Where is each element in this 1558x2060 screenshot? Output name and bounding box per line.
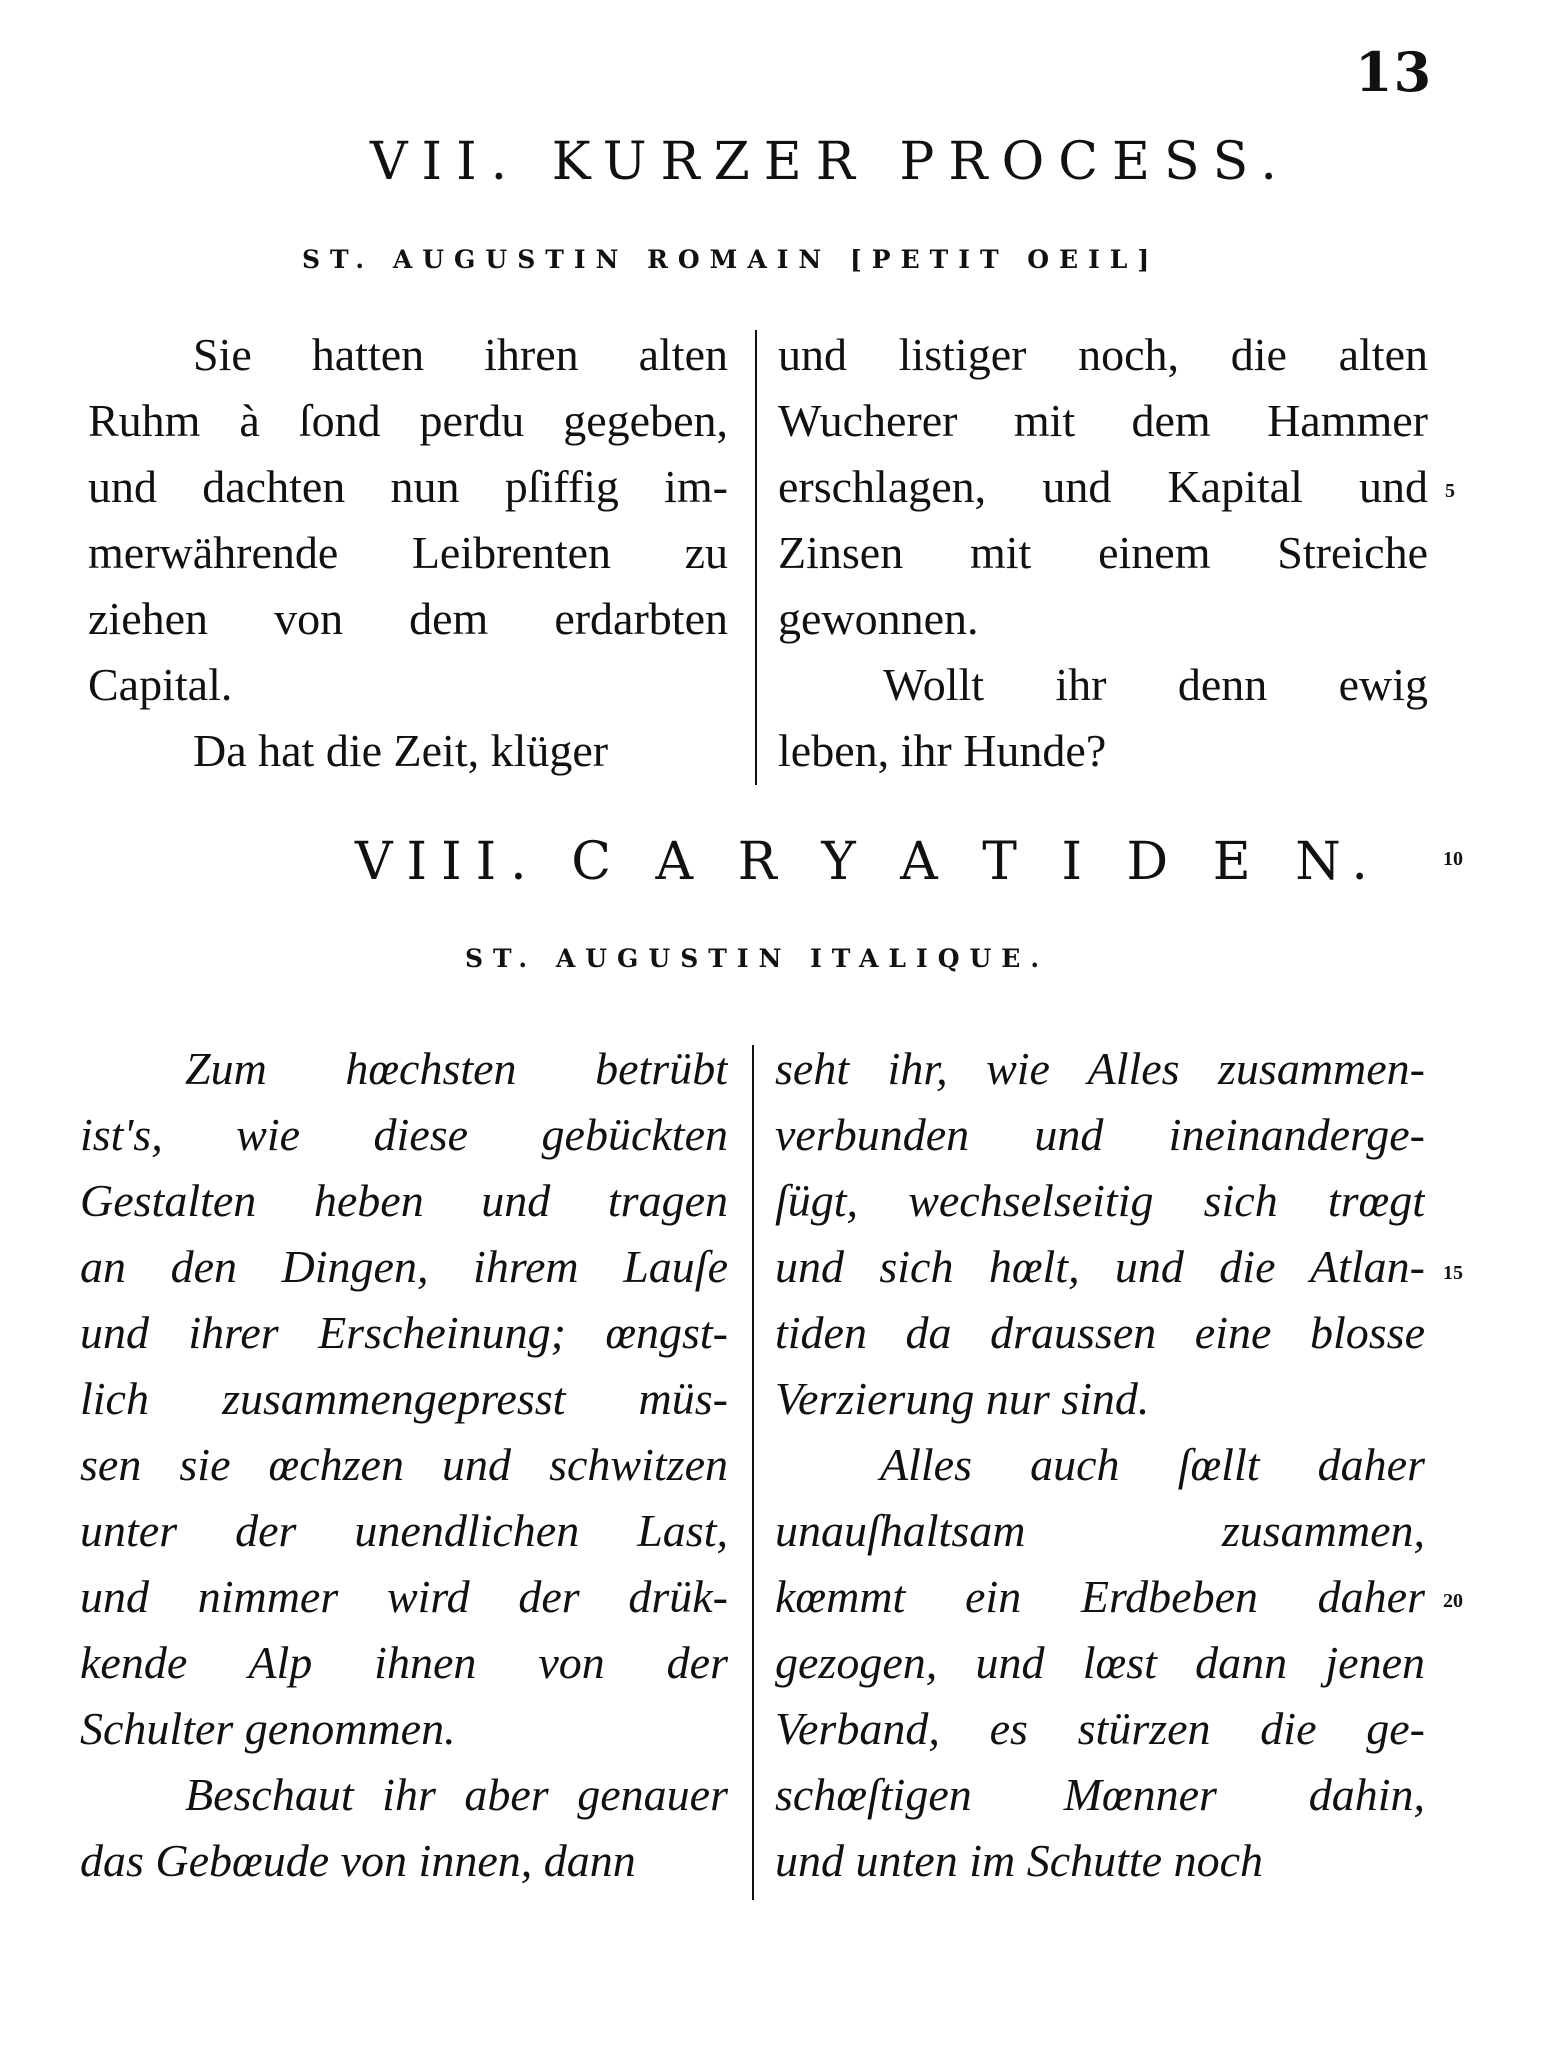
text-line: kende Alp ihnen von der xyxy=(80,1637,728,1688)
text-line: gezogen, und lœst dann jenen xyxy=(775,1637,1425,1688)
text-line: Verband, es stürzen die ge- xyxy=(775,1703,1425,1754)
column-rule xyxy=(752,1045,754,1900)
text-line: und unten im Schutte noch xyxy=(775,1835,1264,1886)
text-line: erschlagen, und Kapital und xyxy=(778,461,1428,512)
section-subtitle-viii: ST. AUGUSTIN ITALIQUE. xyxy=(465,944,1050,973)
section-viii-left-column xyxy=(80,1036,728,1894)
text-line: Beschaut ihr aber genauer xyxy=(185,1769,728,1820)
text-line: gewonnen. xyxy=(778,593,979,644)
text-line: unauſhaltsam zusammen, xyxy=(775,1505,1425,1556)
margin-line-number: 20 xyxy=(1443,1590,1463,1612)
text-line: Capital. xyxy=(88,659,233,710)
section-title-vii: VII. KURZER PROCESS. xyxy=(370,132,1291,192)
page-number: 13 xyxy=(1355,40,1433,104)
text-line: ist's, wie diese gebückten xyxy=(80,1109,728,1160)
text-line: lich zusammengepresst müs- xyxy=(80,1373,728,1424)
text-line: Zinsen mit einem Streiche xyxy=(778,527,1428,578)
text-line: sen sie œchzen und schwitzen xyxy=(80,1439,728,1490)
text-line: Da hat die Zeit, klüger xyxy=(193,725,609,776)
text-line: tiden da draussen eine blosse xyxy=(775,1307,1425,1358)
text-line: und ihrer Erscheinung; œngst- xyxy=(80,1307,728,1358)
text-line: und sich hœlt, und die Atlan- xyxy=(775,1241,1425,1292)
text-line: seht ihr, wie Alles zusammen- xyxy=(775,1043,1425,1094)
section-title-viii: VIII. C A R Y A T I D E N. xyxy=(355,832,1382,892)
text-line: ziehen von dem erdarbten xyxy=(88,593,728,644)
text-line: kœmmt ein Erdbeben daher xyxy=(775,1571,1425,1622)
text-line: Gestalten heben und tragen xyxy=(80,1175,728,1226)
text-line: Wucherer mit dem Hammer xyxy=(778,395,1428,446)
text-line: und dachten nun pſiffig im- xyxy=(88,461,728,512)
text-line: verbunden und ineinanderge- xyxy=(775,1109,1425,1160)
section-subtitle-vii: ST. AUGUSTIN ROMAIN [PETIT OEIL] xyxy=(302,245,1160,274)
text-line: Ruhm à ſond perdu gegeben, xyxy=(88,395,728,446)
text-line: merwährende Leibrenten zu xyxy=(88,527,728,578)
section-viii-right-column xyxy=(775,1036,1425,1894)
margin-line-number: 5 xyxy=(1445,480,1455,502)
text-line: schœſtigen Mœnner dahin, xyxy=(775,1769,1425,1820)
column-rule xyxy=(755,330,757,785)
margin-line-number: 15 xyxy=(1443,1262,1463,1284)
section-vii-left-column xyxy=(88,322,728,784)
text-line: Schulter genommen. xyxy=(80,1703,456,1754)
text-line: Sie hatten ihren alten xyxy=(193,329,728,380)
text-line: an den Dingen, ihrem Lauſe xyxy=(80,1241,728,1292)
text-line: und listiger noch, die alten xyxy=(778,329,1428,380)
text-line: Zum hœchsten betrübt xyxy=(185,1043,728,1094)
text-line: Alles auch ſœllt daher xyxy=(880,1439,1425,1490)
margin-line-number: 10 xyxy=(1443,848,1463,870)
text-line: leben, ihr Hunde? xyxy=(778,725,1107,776)
text-line: Wollt ihr denn ewig xyxy=(883,659,1428,710)
text-line: ſügt, wechselseitig sich trœgt xyxy=(775,1175,1425,1226)
text-line: und nimmer wird der drük- xyxy=(80,1571,728,1622)
text-line: Verzierung nur sind. xyxy=(775,1373,1150,1424)
section-vii-right-column xyxy=(778,322,1428,784)
text-line: das Gebœude von innen, dann xyxy=(80,1835,636,1886)
text-line: unter der unendlichen Last, xyxy=(80,1505,728,1556)
